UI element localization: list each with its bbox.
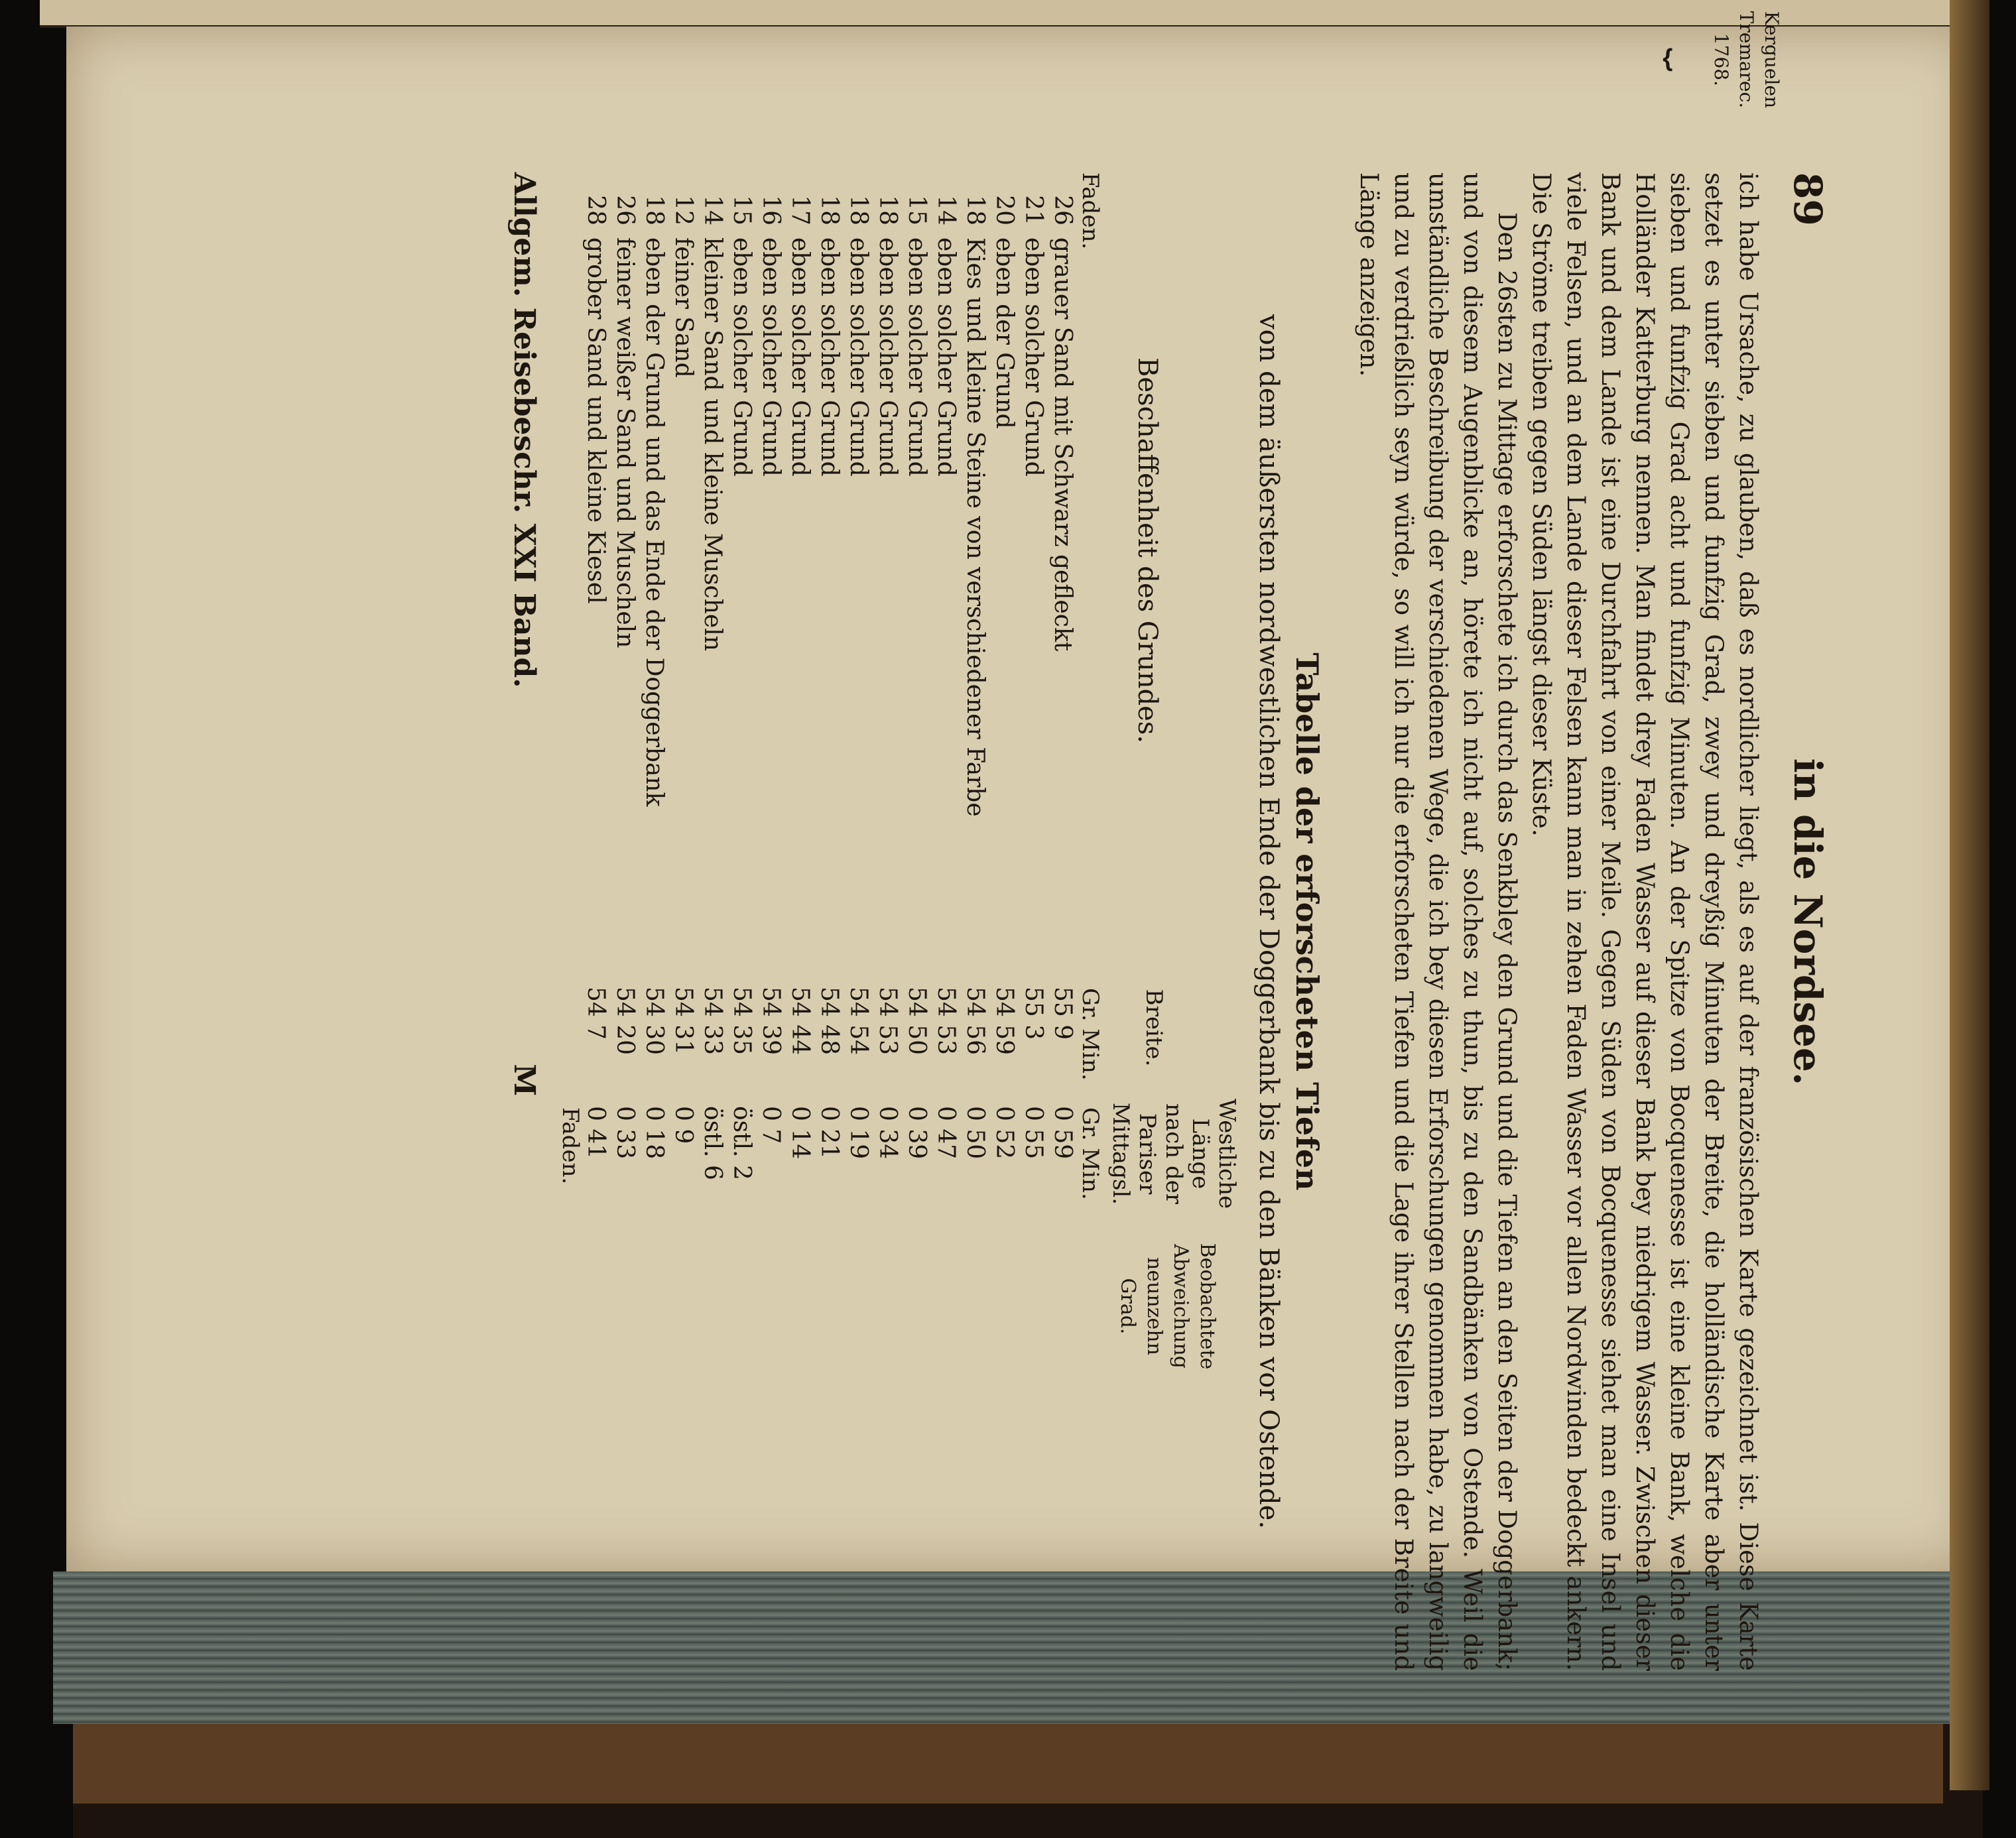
breite-cell: 54 20 [611, 987, 639, 1056]
margin-note [1665, 0, 1784, 146]
table-row [960, 172, 989, 1671]
table-row [610, 172, 639, 1671]
breite-cell: 54 59 [991, 987, 1018, 1056]
table-row [785, 172, 814, 1671]
unit-row-bottom [557, 172, 584, 1671]
unit-depth: Faden. [1077, 172, 1103, 250]
laenge-cell: 0 7 [757, 1106, 785, 1144]
unit-breite: Gr. Min. [1077, 988, 1103, 1081]
laenge-cell: 0 50 [962, 1106, 989, 1160]
signature-mark: M [507, 1064, 541, 1097]
table-row [814, 172, 844, 1671]
body-text [1352, 172, 1765, 1671]
table-row [756, 172, 785, 1671]
breite-cell: 54 33 [699, 987, 726, 1056]
depth-cell: 18 [874, 195, 901, 225]
grund-cell: eben solcher Grund [845, 237, 872, 477]
col-breite-header: Breite. [1141, 989, 1167, 1067]
grund-cell: kleiner Sand und kleine Muscheln [699, 237, 726, 651]
depth-cell: 28 [582, 195, 609, 225]
breite-cell: 54 31 [670, 987, 697, 1056]
laenge-cell: 0 41 [582, 1106, 609, 1160]
grund-cell: eben solcher Grund [874, 237, 901, 477]
grund-cell: eben solcher Grund [1020, 237, 1047, 477]
grund-cell: eben der Grund und das Ende der Doggerbank [641, 237, 668, 807]
depth-cell: 12 [670, 195, 697, 225]
table-header [1101, 172, 1240, 1671]
depth-cell: 15 [903, 195, 930, 225]
depth-cell: 20 [991, 195, 1018, 225]
brace-icon: ⏟ [1665, 48, 1712, 72]
depth-cell: 14 [932, 195, 960, 225]
grund-cell: grauer Sand mit Schwarz gefleckt [1049, 237, 1076, 652]
unit-row [1077, 172, 1103, 1671]
grund-cell: feiner weißer Sand und Muscheln [611, 237, 639, 648]
page-number: 89 [1785, 172, 1830, 226]
grund-cell: eben solcher Grund [728, 237, 755, 477]
depth-table [581, 172, 1077, 1671]
grund-cell: feiner Sand [670, 237, 697, 378]
table-row [668, 172, 698, 1671]
depth-cell: 18 [816, 195, 843, 225]
table-row [698, 172, 727, 1671]
table-row [639, 172, 668, 1671]
col-laenge-header: Westliche Länge nach der Pariser Mittagsl. [1107, 1098, 1240, 1209]
laenge-cell: östl. 2 [728, 1106, 755, 1180]
depth-cell: 21 [1020, 195, 1047, 225]
unit-laenge: Gr. Min. [1077, 1107, 1103, 1200]
page-footer [507, 172, 541, 1671]
table-row [1019, 172, 1048, 1671]
breite-cell: 54 48 [816, 987, 843, 1056]
depth-cell: 15 [728, 195, 755, 225]
col-grund-header: Beschaffenheit des Grundes. [1132, 357, 1163, 744]
table-row [727, 172, 756, 1671]
laenge-cell: östl. 6 [699, 1106, 726, 1180]
laenge-cell: 0 19 [845, 1106, 872, 1160]
breite-cell: 54 44 [787, 987, 814, 1056]
breite-cell: 54 50 [903, 987, 930, 1056]
laenge-cell: 0 34 [874, 1106, 901, 1160]
book-spine [1950, 0, 1989, 1790]
depth-cell: 17 [787, 195, 814, 225]
depth-cell: 14 [699, 195, 726, 225]
margin-note-line2: Tremarec. [1735, 11, 1757, 109]
breite-cell: 55 9 [1049, 987, 1076, 1040]
unit-depth-bottom: Faden. [557, 1107, 584, 1185]
grund-cell: eben solcher Grund [932, 237, 960, 477]
table-row [581, 172, 610, 1671]
grund-cell: grober Sand und kleine Kiesel [582, 237, 609, 604]
breite-cell: 54 53 [874, 987, 901, 1056]
grund-cell: eben solcher Grund [787, 237, 814, 477]
depth-cell: 18 [641, 195, 668, 225]
grund-cell: eben solcher Grund [816, 237, 843, 477]
breite-cell: 54 39 [757, 987, 785, 1056]
breite-cell: 54 7 [582, 987, 609, 1040]
laenge-cell: 0 9 [670, 1106, 697, 1144]
grund-cell: eben solcher Grund [757, 237, 785, 477]
table-row [989, 172, 1019, 1671]
table-subtitle: von dem äußersten nordwestlichen Ende der Doggerbank bis zu den Bänken vor Ostende. [1253, 314, 1284, 1529]
table-row [844, 172, 873, 1671]
running-head [1785, 172, 1830, 1671]
depth-cell: 26 [1049, 195, 1076, 225]
margin-note-line1: Kerguelen [1761, 11, 1783, 109]
laenge-cell: 0 59 [1049, 1106, 1076, 1160]
breite-cell: 54 30 [641, 987, 668, 1056]
grund-cell: eben solcher Grund [903, 237, 930, 477]
margin-note-year: 1768. [1710, 32, 1732, 87]
book-cover [73, 1724, 1943, 1804]
laenge-cell: 0 47 [932, 1106, 960, 1160]
breite-cell: 54 53 [932, 987, 960, 1056]
depth-cell: 26 [611, 195, 639, 225]
laenge-cell: 0 39 [903, 1106, 930, 1160]
paragraph: Den 26sten zu Mittage erforschete ich durch das Senkbley den Grund und die Tiefen an den Seiten der Doggerbank; und von diesem Augenblicke an, hörete ich nicht auf, solches zu thun, bis zu den Sandbänken von Ostende. Weil die umständliche Beschreibung der verschiedenen Wege, die ich bey diesen Erforschungen genommen habe, zu langweilig und zu verdrießlich seyn würde, so will ich nur die erforscheten Tiefen und die Lage ihrer Stellen nach der Breite und Länge anzeigen. [1355, 172, 1521, 1671]
laenge-cell: 0 21 [816, 1106, 843, 1160]
depth-cell: 18 [962, 195, 989, 225]
laenge-cell: 0 33 [611, 1106, 639, 1160]
table-row [873, 172, 902, 1671]
running-title: in die Nordsee. [1785, 758, 1830, 1086]
breite-cell: 54 35 [728, 987, 755, 1056]
table-row [931, 172, 960, 1671]
paragraph: ich habe Ursache, zu glauben, daß es nordlicher liegt, als es auf der französischen Karte gezeichnet ist. Diese Karte setzet es unter sieben und funfzig Grad, zwey und dreyßig Minuten der Breite, die holländische Karte aber unter sieben und funfzig Grad acht und funfzig Minuten. An der Spitze von Bocquenesse ist eine kleine Bank, welche die Holländer Katterburg nennen. Man findet drey Faden Wasser auf dieser Bank bey niedrigem Wasser. Zwischen dieser Bank und dem Lande ist eine Durchfahrt von einer Meile. Gegen Süden von Bocquenesse siehet man eine Insel und viele Felsen, und an dem Lande dieser Felsen kann man in zehen Faden Wasser vor allen Nordwinden bedeckt ankern. Die Ströme treiben gegen Süden längst dieser Küste. [1527, 172, 1763, 1671]
page-content [239, 11, 1830, 1671]
col-abweichung-header: Beobachtete Abweichung neunzehn Grad. [1116, 1243, 1219, 1370]
laenge-cell: 0 14 [787, 1106, 814, 1160]
breite-cell: 54 54 [845, 987, 872, 1056]
table-row [902, 172, 931, 1671]
table-row [1048, 172, 1077, 1671]
breite-cell: 54 56 [962, 987, 989, 1056]
depth-cell: 16 [757, 195, 785, 225]
breite-cell: 55 3 [1020, 987, 1047, 1040]
grund-cell: Kies und kleine Steine von verschiedener Farbe [962, 237, 989, 817]
laenge-cell: 0 18 [641, 1106, 668, 1160]
footer-volume: Allgem. Reisebeschr. XXI Band. [507, 172, 541, 688]
table-title: Tabelle der erforscheten Tiefen [1289, 652, 1325, 1191]
depth-cell: 18 [845, 195, 872, 225]
laenge-cell: 0 55 [1020, 1106, 1047, 1160]
grund-cell: eben der Grund [991, 237, 1018, 429]
laenge-cell: 0 52 [991, 1106, 1018, 1160]
